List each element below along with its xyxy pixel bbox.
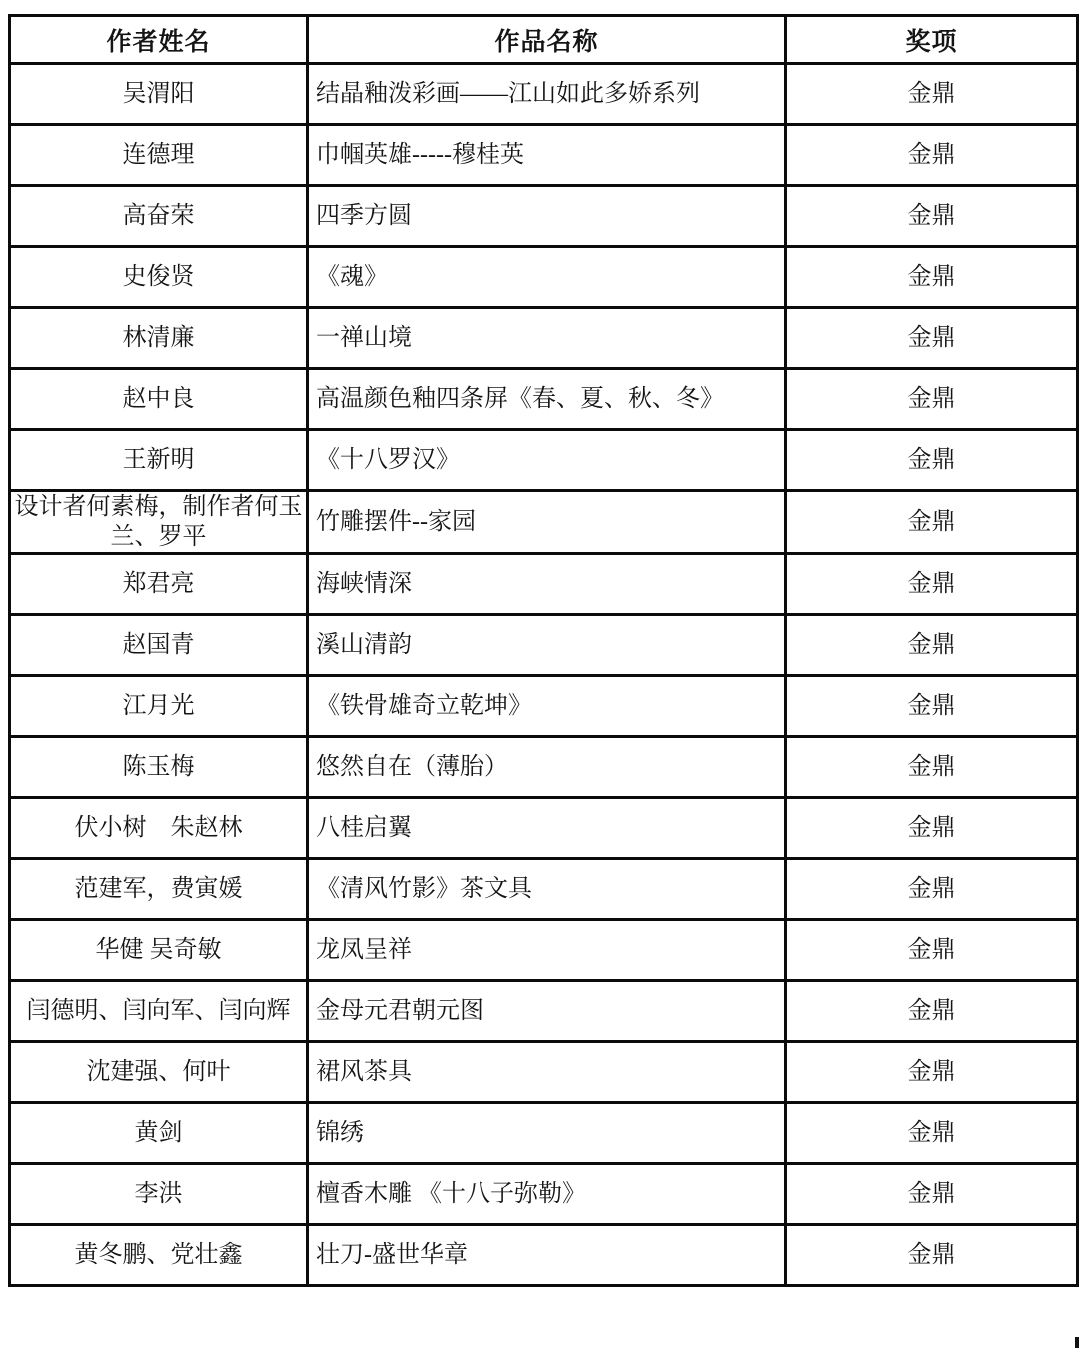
award-cell: 金鼎 bbox=[786, 247, 1078, 308]
award-cell: 金鼎 bbox=[786, 369, 1078, 430]
table-row bbox=[10, 308, 1078, 369]
work-cell: 壮刀-盛世华章 bbox=[308, 1225, 786, 1286]
work-cell: 海峡情深 bbox=[308, 554, 786, 615]
award-cell: 金鼎 bbox=[786, 308, 1078, 369]
author-cell: 吴渭阳 bbox=[10, 64, 308, 125]
award-cell: 金鼎 bbox=[786, 920, 1078, 981]
table-row bbox=[10, 64, 1078, 125]
author-cell: 黄剑 bbox=[10, 1103, 308, 1164]
table-row bbox=[10, 676, 1078, 737]
table-row bbox=[10, 369, 1078, 430]
work-cell: 高温颜色釉四条屏《春、夏、秋、冬》 bbox=[308, 369, 786, 430]
table-row bbox=[10, 1042, 1078, 1103]
table-row bbox=[10, 247, 1078, 308]
work-cell: 锦绣 bbox=[308, 1103, 786, 1164]
table-row bbox=[10, 920, 1078, 981]
award-cell: 金鼎 bbox=[786, 676, 1078, 737]
work-cell: 八桂启翼 bbox=[308, 798, 786, 859]
table-row bbox=[10, 125, 1078, 186]
award-cell: 金鼎 bbox=[786, 430, 1078, 491]
table-row bbox=[10, 1225, 1078, 1286]
author-cell: 赵中良 bbox=[10, 369, 308, 430]
author-cell: 设计者何素梅，制作者何玉兰、罗平 bbox=[10, 491, 308, 554]
table-row bbox=[10, 554, 1078, 615]
award-table bbox=[8, 14, 1079, 1287]
work-cell: 四季方圆 bbox=[308, 186, 786, 247]
author-cell: 高奋荣 bbox=[10, 186, 308, 247]
author-cell: 史俊贤 bbox=[10, 247, 308, 308]
col-header-work: 作品名称 bbox=[308, 16, 786, 64]
award-cell: 金鼎 bbox=[786, 186, 1078, 247]
table-row bbox=[10, 1164, 1078, 1225]
author-cell: 林清廉 bbox=[10, 308, 308, 369]
table-row bbox=[10, 615, 1078, 676]
award-cell: 金鼎 bbox=[786, 981, 1078, 1042]
work-cell: 檀香木雕 《十八子弥勒》 bbox=[308, 1164, 786, 1225]
award-cell: 金鼎 bbox=[786, 798, 1078, 859]
work-cell: 竹雕摆件--家园 bbox=[308, 491, 786, 554]
award-cell: 金鼎 bbox=[786, 1225, 1078, 1286]
award-cell: 金鼎 bbox=[786, 491, 1078, 554]
table-row bbox=[10, 981, 1078, 1042]
work-cell: 悠然自在（薄胎） bbox=[308, 737, 786, 798]
author-cell: 赵国青 bbox=[10, 615, 308, 676]
author-cell: 黄冬鹏、党壮鑫 bbox=[10, 1225, 308, 1286]
work-cell: 裙风茶具 bbox=[308, 1042, 786, 1103]
work-cell: 《铁骨雄奇立乾坤》 bbox=[308, 676, 786, 737]
award-cell: 金鼎 bbox=[786, 125, 1078, 186]
table-row bbox=[10, 737, 1078, 798]
cropped-edge-mark bbox=[1075, 1337, 1079, 1348]
author-cell: 王新明 bbox=[10, 430, 308, 491]
award-cell: 金鼎 bbox=[786, 1164, 1078, 1225]
work-cell: 结晶釉泼彩画——江山如此多娇系列 bbox=[308, 64, 786, 125]
work-cell: 《十八罗汉》 bbox=[308, 430, 786, 491]
table-row bbox=[10, 798, 1078, 859]
author-cell: 连德理 bbox=[10, 125, 308, 186]
table-row bbox=[10, 186, 1078, 247]
table-row bbox=[10, 1103, 1078, 1164]
award-cell: 金鼎 bbox=[786, 615, 1078, 676]
header-row bbox=[10, 16, 1078, 64]
award-cell: 金鼎 bbox=[786, 1042, 1078, 1103]
award-cell: 金鼎 bbox=[786, 64, 1078, 125]
author-cell: 陈玉梅 bbox=[10, 737, 308, 798]
author-cell: 闫德明、闫向军、闫向辉 bbox=[10, 981, 308, 1042]
col-header-author: 作者姓名 bbox=[10, 16, 308, 64]
table-row bbox=[10, 859, 1078, 920]
author-cell: 华健 吴奇敏 bbox=[10, 920, 308, 981]
work-cell: 龙凤呈祥 bbox=[308, 920, 786, 981]
col-header-award: 奖项 bbox=[786, 16, 1078, 64]
work-cell: 《清风竹影》茶文具 bbox=[308, 859, 786, 920]
author-cell: 郑君亮 bbox=[10, 554, 308, 615]
work-cell: 《魂》 bbox=[308, 247, 786, 308]
award-cell: 金鼎 bbox=[786, 1103, 1078, 1164]
author-cell: 江月光 bbox=[10, 676, 308, 737]
author-cell: 沈建强、何叶 bbox=[10, 1042, 308, 1103]
author-cell: 李洪 bbox=[10, 1164, 308, 1225]
work-cell: 溪山清韵 bbox=[308, 615, 786, 676]
work-cell: 一禅山境 bbox=[308, 308, 786, 369]
table-row bbox=[10, 430, 1078, 491]
award-cell: 金鼎 bbox=[786, 737, 1078, 798]
work-cell: 巾帼英雄-----穆桂英 bbox=[308, 125, 786, 186]
award-cell: 金鼎 bbox=[786, 554, 1078, 615]
award-cell: 金鼎 bbox=[786, 859, 1078, 920]
table-row bbox=[10, 491, 1078, 554]
author-cell: 范建军，费寅媛 bbox=[10, 859, 308, 920]
author-cell: 伏小树 朱赵林 bbox=[10, 798, 308, 859]
work-cell: 金母元君朝元图 bbox=[308, 981, 786, 1042]
